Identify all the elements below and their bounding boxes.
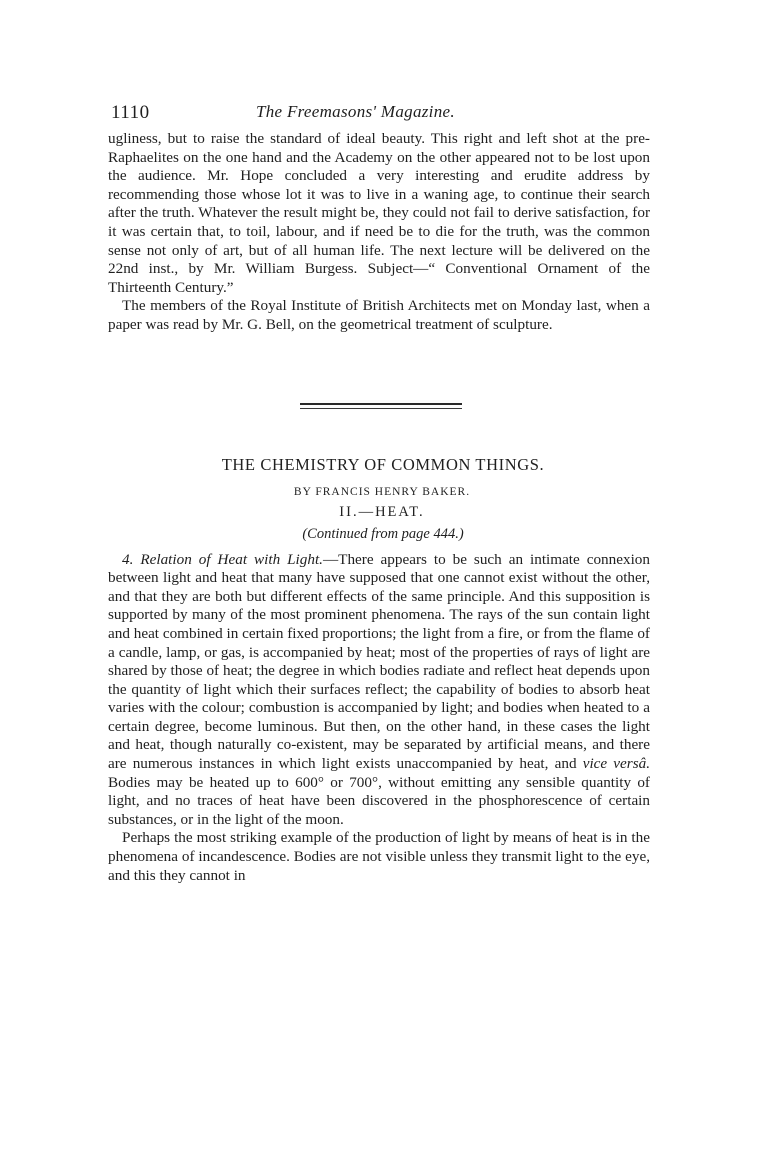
section-heading: II.—HEAT.	[339, 503, 425, 520]
paragraph-italic-phrase: vice versâ.	[582, 755, 650, 773]
paragraph-body-part-1: —There appears to be such an intimate connexion between light and heat that many have supposed that one cannot exist without the other, and that they are both but different effects of the same principle. And this supposition is supported by many of the most prominent phenomena. The rays of the sun contain light and heat combined in certain fixed proportions; the light from a fire, or from the flame of a candle, lamp, or gas, is accompanied by heat; most of the properties of rays of light are shared by those of heat; the degree in which bodies radiate and reflect heat depends upon the quantity of light which their surfaces reflect; the capability of bodies to absorb heat varies with the colour; combustion is accompanied by light; and bodies when heated to a certain degree, become luminous. But then, on the other hand, in these cases the light and heat, though naturally co-existent, may be separated by artificial means, and there are numerous instances in which light exists unaccompanied by heat, and	[108, 550, 650, 773]
article-paragraph-2: Perhaps the most striking example of the production of light by means of heat is in the phenomena of incandescence. Bodies are not visible unless they transmit light to the eye, and this they cannot in	[108, 829, 650, 884]
continued-note-text: (Continued from page 444.)	[302, 525, 464, 542]
journal-title: The Freemasons' Magazine.	[256, 102, 455, 121]
paragraph-run-in-heading: 4. Relation of Heat with Light.	[122, 550, 323, 568]
paragraph-body-part-2: Bodies may be heated up to 600° or 700°, without emitting any sensible quantity of light, and no traces of heat have been discovered in the phosphorescence of certain substances, or in the light of the moon.	[108, 773, 650, 828]
magazine-page	[108, 96, 650, 885]
article-title: THE CHEMISTRY OF COMMON THINGS.	[221, 454, 545, 474]
article-byline: BY FRANCIS HENRY BAKER.	[293, 485, 471, 498]
divider-rule-thick	[300, 403, 462, 405]
divider-rule-thin	[300, 408, 462, 409]
section-divider	[108, 335, 650, 455]
page-number: 1110	[111, 102, 150, 123]
intro-paragraph-2: The members of the Royal Institute of British Architects met on Monday last, when a paper was read by Mr. G. Bell, on the geometrical treatment of sculpture.	[108, 297, 650, 333]
article-paragraph-1	[108, 551, 650, 830]
continued-note	[108, 526, 650, 543]
running-head	[108, 96, 650, 130]
intro-paragraph-1: ugliness, but to raise the standard of ideal beauty. This right and left shot at the pre-Raphaelites on the one hand and the Academy on the other appeared not to be lost upon the audience. Mr. Hope concluded a very interesting and erudite address by recommending those whose lot it was to live in a waning age, to continue their search after the truth. Whatever the result might be, they could not fail to derive satisfaction, for it was certain that, to toil, labour, and if need be to die for the truth, was the common sense not only of art, but of all human life. The next lecture will be delivered on the 22nd inst., by Mr. William Burgess. Subject—“ Conventional Ornament of the Thirteenth Century.”	[108, 130, 650, 296]
